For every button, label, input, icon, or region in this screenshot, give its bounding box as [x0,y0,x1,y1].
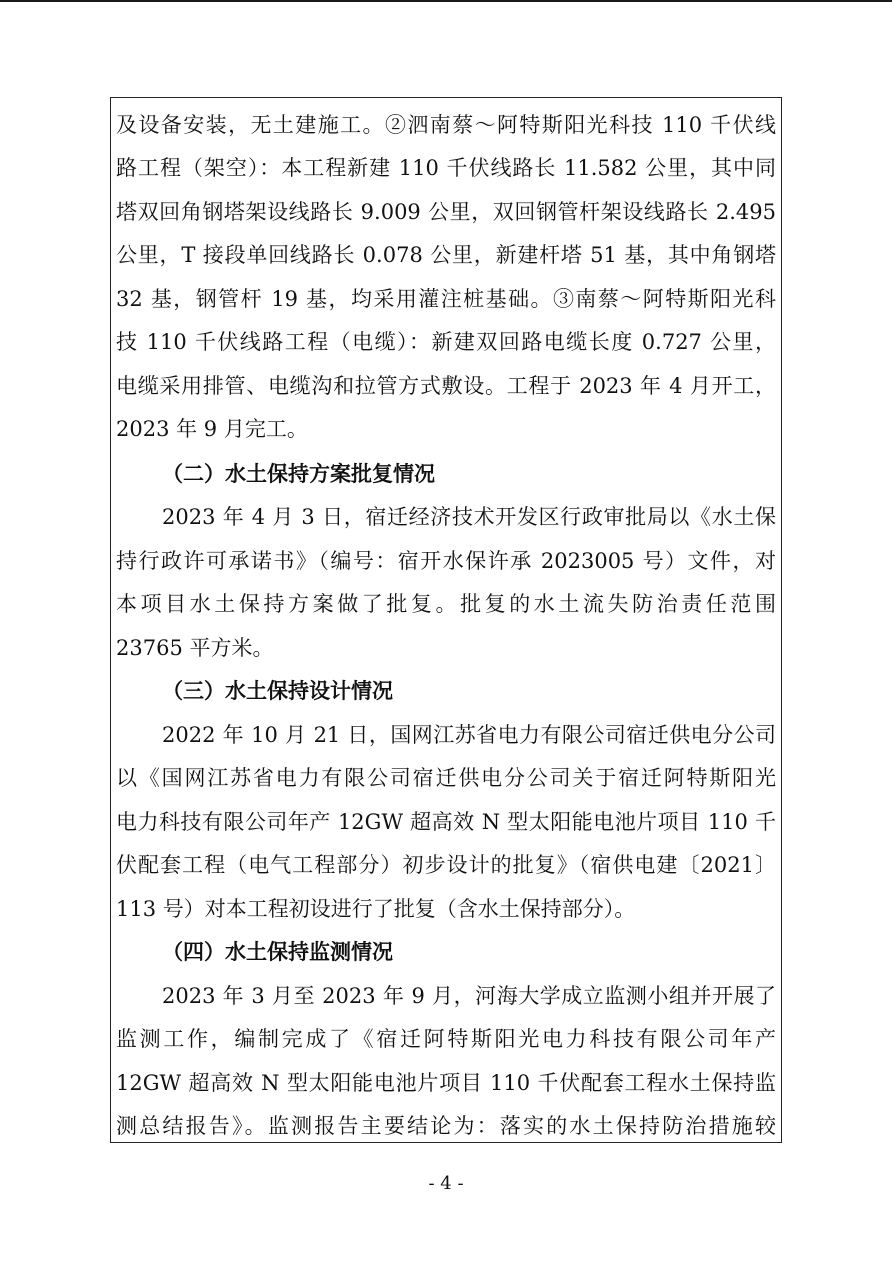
body-line: 及设备安装，无土建施工。②泗南蔡～阿特斯阳光科技 110 千伏线 [116,113,776,137]
section-heading-plan-approval: （二）水土保持方案批复情况 [162,461,435,486]
body-line: 2023 年 9 月完工。 [116,417,308,441]
body-line: 伏配套工程（电气工程部分）初步设计的批复》（宿供电建〔2021〕 [116,853,776,877]
page-top-edge [0,0,892,2]
section-heading-design: （三）水土保持设计情况 [162,678,393,703]
page-number: - 4 - [428,1173,464,1194]
body-line: 技 110 千伏线路工程（电缆）：新建双回路电缆长度 0.727 公里， [116,330,776,354]
body-line: 32 基，钢管杆 19 基，均采用灌注桩基础。③南蔡～阿特斯阳光科 [116,287,776,311]
body-line: 12GW 超高效 N 型太阳能电池片项目 110 千伏配套工程水土保持监 [116,1071,776,1095]
body-line: 监测工作，编制完成了《宿迁阿特斯阳光电力科技有限公司年产 [116,1027,776,1051]
body-line: 本项目水土保持方案做了批复。批复的水土流失防治责任范围 [116,592,776,616]
body-line: 路工程（架空）：本工程新建 110 千伏线路长 11.582 公里，其中同 [116,156,776,180]
body-line: 23765 平方米。 [116,636,274,660]
body-line: 塔双回角钢塔架设线路长 9.009 公里，双回钢管杆架设线路长 2.495 [116,200,776,224]
body-line: 电缆采用排管、电缆沟和拉管方式敷设。工程于 2023 年 4 月开工， [116,374,776,398]
body-line: 113 号）对本工程初设进行了批复（含水土保持部分）。 [116,897,636,921]
body-line: 电力科技有限公司年产 12GW 超高效 N 型太阳能电池片项目 110 千 [116,810,776,834]
document-frame [110,97,782,1143]
body-line: 2022 年 10 月 21 日，国网江苏省电力有限公司宿迁供电分公司 [162,723,776,747]
body-line: 2023 年 3 月至 2023 年 9 月，河海大学成立监测小组并开展了 [162,984,776,1008]
body-line: 持行政许可承诺书》（编号：宿开水保许承 2023005 号）文件，对 [116,549,776,573]
body-line: 2023 年 4 月 3 日，宿迁经济技术开发区行政审批局以《水土保 [162,505,776,529]
section-heading-monitoring: （四）水土保持监测情况 [162,939,393,964]
body-line: 公里，T 接段单回线路长 0.078 公里，新建杆塔 51 基，其中角钢塔 [116,243,776,267]
body-line: 测总结报告》。监测报告主要结论为：落实的水土保持防治措施较 [116,1114,776,1138]
body-line: 以《国网江苏省电力有限公司宿迁供电分公司关于宿迁阿特斯阳光 [116,766,776,790]
